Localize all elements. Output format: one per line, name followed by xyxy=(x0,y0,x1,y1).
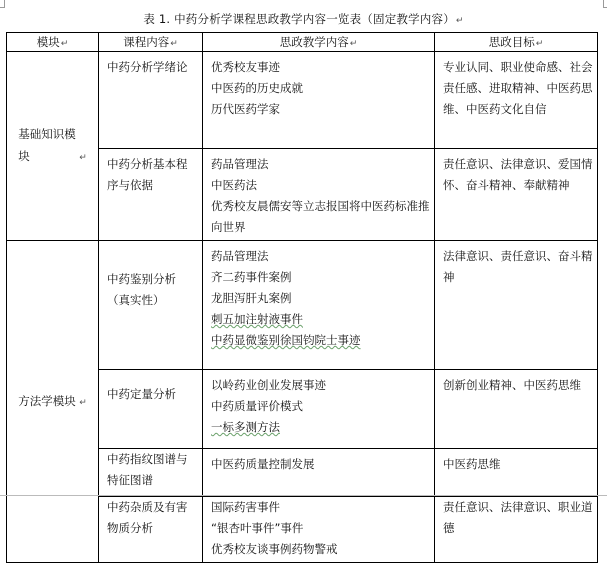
table-caption xyxy=(0,11,607,27)
goals-text: 法律意识、责任意识、奋斗精神 xyxy=(443,249,593,284)
content-line: 国际药害事件 xyxy=(211,500,280,514)
course-cell xyxy=(99,497,203,563)
content-line: 刺五加注射液事件 xyxy=(211,312,303,326)
goals-cell xyxy=(435,497,598,563)
content-line: 龙胆泻肝丸案例 xyxy=(211,291,292,305)
course-cell xyxy=(99,370,203,449)
header-module-text: 模块 xyxy=(36,35,60,49)
course-cell xyxy=(99,449,203,497)
page-bottom-divider xyxy=(0,495,607,496)
content-line: 中医药的历史成就 xyxy=(211,81,303,95)
paragraph-mark-icon: ↵ xyxy=(349,39,358,49)
goals-text: 责任意识、法律意识、职业道德 xyxy=(443,500,593,535)
course-text: 中药分析基本程序与依据 xyxy=(107,157,188,192)
paragraph-mark-icon: ↵ xyxy=(455,16,464,26)
goals-cell xyxy=(435,449,598,497)
paragraph-mark-icon: ↵ xyxy=(79,153,87,163)
content-cell xyxy=(203,497,435,563)
module-label: 方法学模块 xyxy=(18,393,76,408)
content-line: 药品管理法 xyxy=(211,157,269,171)
content-line: 药品管理法 xyxy=(211,249,269,263)
page-corner-mark-left xyxy=(0,0,5,8)
module-cell-basic xyxy=(7,52,99,241)
course-text: 中药指纹图谱与特征图谱 xyxy=(107,452,188,487)
content-line: 中医药法 xyxy=(211,178,257,192)
goals-text: 专业认同、职业使命感、社会责任感、进取精神、中医药思维、中医药文化自信 xyxy=(443,60,593,116)
content-line: 优秀校友谈事例药物警戒 xyxy=(211,542,338,556)
course-cell xyxy=(99,149,203,241)
content-cell xyxy=(203,149,435,241)
course-text: 中药鉴别分析（真实性） xyxy=(107,272,176,307)
module-cell-method xyxy=(7,241,99,563)
table-caption-text: 表 1. 中药分析学课程思政教学内容一览表（固定教学内容） xyxy=(143,12,455,26)
content-line: 以岭药业创业发展事迹 xyxy=(211,378,326,392)
content-cell xyxy=(203,370,435,449)
header-content-text: 思政教学内容 xyxy=(279,35,349,49)
goals-text: 中医药思维 xyxy=(443,457,501,471)
content-line: 历代医药学家 xyxy=(211,102,280,116)
course-text: 中药杂质及有害物质分析 xyxy=(107,500,188,535)
header-goals-text: 思政目标 xyxy=(488,35,535,49)
table-row xyxy=(7,52,598,149)
header-module xyxy=(7,33,99,52)
goals-cell xyxy=(435,241,598,370)
content-cell xyxy=(203,241,435,370)
paragraph-mark-icon: ↵ xyxy=(535,39,544,49)
course-text: 中药分析学绪论 xyxy=(107,60,188,74)
header-course-text: 课程内容 xyxy=(123,35,170,49)
content-line: “银杏叶事件”事件 xyxy=(211,521,304,535)
goals-cell xyxy=(435,370,598,449)
curriculum-table xyxy=(6,32,598,563)
header-content xyxy=(203,33,435,52)
page-corner-mark-right xyxy=(603,0,607,8)
header-course xyxy=(99,33,203,52)
content-line: 优秀校友事迹 xyxy=(211,60,280,74)
paragraph-mark-icon: ↵ xyxy=(79,397,87,408)
content-line: 中医药质量控制发展 xyxy=(211,457,315,471)
content-line: 一标多测方法 xyxy=(211,420,280,434)
paragraph-mark-icon: ↵ xyxy=(60,39,69,49)
content-cell xyxy=(203,449,435,497)
content-cell xyxy=(203,52,435,149)
table-header-row xyxy=(7,33,598,52)
content-line: 中药显微鉴别徐国钧院士事迹 xyxy=(211,333,361,347)
course-cell xyxy=(99,241,203,370)
paragraph-mark-icon: ↵ xyxy=(170,39,178,49)
table-row xyxy=(7,241,598,370)
header-goals xyxy=(435,33,598,52)
content-line: 齐二药事件案例 xyxy=(211,270,292,284)
course-cell xyxy=(99,52,203,149)
goals-text: 责任意识、法律意识、爱国情怀、奋斗精神、奉献精神 xyxy=(443,157,593,192)
course-text: 中药定量分析 xyxy=(107,387,176,401)
content-line: 优秀校友晨儒安等立志报国将中医药标准推向世界 xyxy=(211,199,430,234)
goals-cell xyxy=(435,52,598,149)
module-label: 基础知识模块 xyxy=(18,127,76,163)
goals-text: 创新创业精神、中医药思维 xyxy=(443,378,581,392)
content-line: 中药质量评价模式 xyxy=(211,399,303,413)
goals-cell xyxy=(435,149,598,241)
